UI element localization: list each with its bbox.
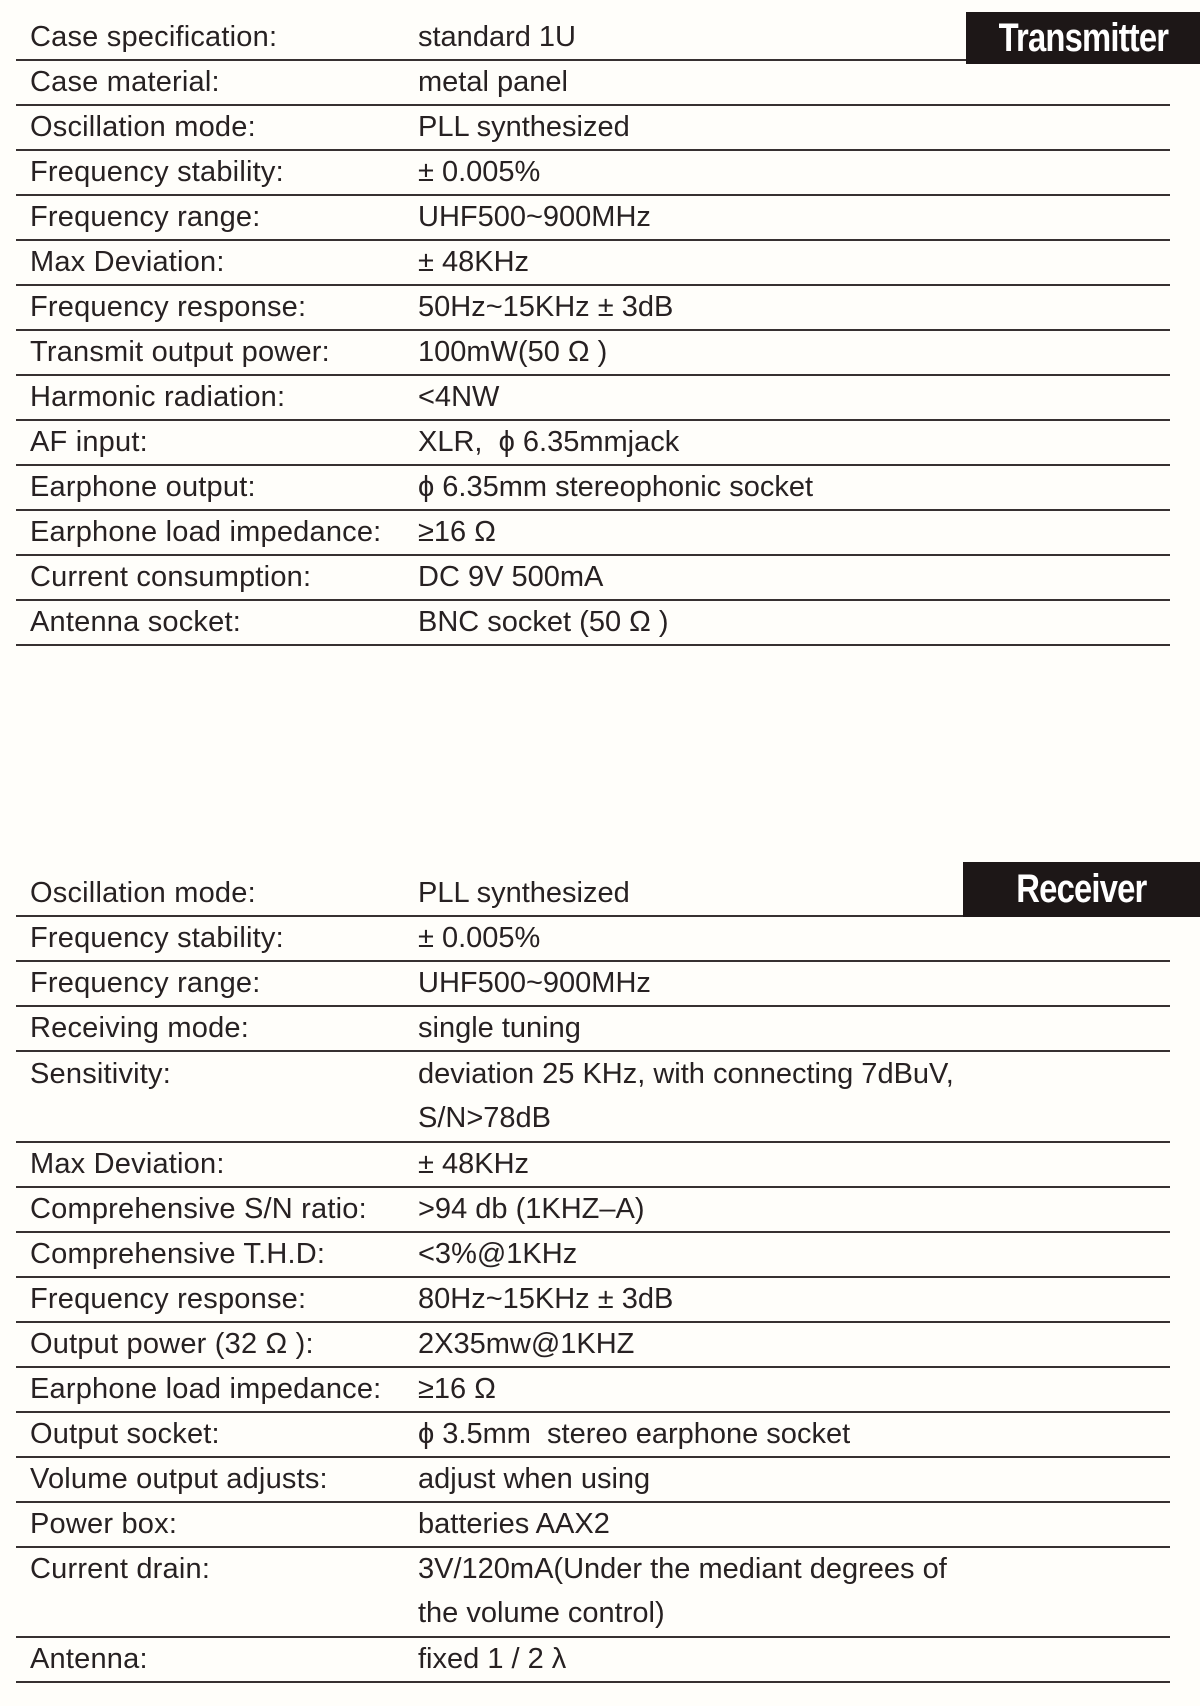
spec-row bbox=[0, 1548, 1200, 1637]
spec-row bbox=[0, 1007, 1200, 1050]
spec-label: Current consumption: bbox=[30, 561, 312, 593]
spec-value bbox=[418, 1638, 1200, 1681]
spec-row bbox=[0, 511, 1200, 554]
spec-value bbox=[418, 1188, 1200, 1231]
receiver-spec-table bbox=[0, 872, 1200, 1683]
spec-value bbox=[418, 1503, 1200, 1546]
row-separator bbox=[16, 644, 1170, 646]
spec-label: Earphone load impedance: bbox=[30, 1372, 382, 1405]
spec-label: Case specification: bbox=[30, 21, 278, 53]
spec-label: Earphone output: bbox=[30, 471, 256, 503]
spec-label: Frequency response: bbox=[30, 291, 307, 323]
spec-row bbox=[0, 1458, 1200, 1501]
spec-value-line: DC 9V 500mA bbox=[418, 561, 604, 593]
spec-row bbox=[0, 1278, 1200, 1321]
spec-label: Earphone load impedance: bbox=[30, 516, 382, 548]
spec-label: Comprehensive T.H.D: bbox=[30, 1237, 326, 1270]
spec-label: Frequency range: bbox=[30, 967, 261, 999]
spec-row bbox=[0, 556, 1200, 599]
spec-value-line: batteries AAX2 bbox=[418, 1507, 610, 1540]
spec-value bbox=[418, 151, 1200, 194]
spec-value-line: PLL synthesized bbox=[418, 111, 630, 143]
spec-row bbox=[0, 61, 1200, 104]
spec-value-line: XLR, ϕ 6.35mmjack bbox=[418, 426, 680, 458]
spec-value bbox=[418, 421, 1200, 464]
spec-value-line: <3%@1KHz bbox=[418, 1237, 578, 1270]
spec-row bbox=[0, 376, 1200, 419]
spec-value-line: 100mW(50 Ω ) bbox=[418, 336, 608, 368]
spec-row bbox=[0, 106, 1200, 149]
spec-label: Comprehensive S/N ratio: bbox=[30, 1192, 367, 1225]
spec-value bbox=[418, 1323, 1200, 1366]
spec-value-line: ± 48KHz bbox=[418, 1147, 530, 1180]
spec-value-line: ± 0.005% bbox=[418, 922, 541, 954]
spec-value bbox=[418, 1413, 1200, 1456]
spec-value-line: >94 db (1KHZ–A) bbox=[418, 1192, 645, 1225]
spec-row bbox=[0, 421, 1200, 464]
spec-value-line: 80Hz~15KHz ± 3dB bbox=[418, 1282, 674, 1315]
spec-value-line: single tuning bbox=[418, 1012, 581, 1044]
spec-value bbox=[418, 61, 1200, 104]
spec-row bbox=[0, 1413, 1200, 1456]
receiver-badge-label: Receiver bbox=[1016, 867, 1147, 911]
spec-label: Frequency response: bbox=[30, 1282, 307, 1315]
spec-value bbox=[418, 466, 1200, 509]
spec-value-line: ± 0.005% bbox=[418, 156, 541, 188]
spec-label: Output socket: bbox=[30, 1417, 220, 1450]
spec-value-line: 3V/120mA(Under the mediant degrees of bbox=[418, 1553, 947, 1586]
spec-row bbox=[0, 1638, 1200, 1681]
spec-value bbox=[418, 196, 1200, 239]
spec-row bbox=[0, 917, 1200, 960]
spec-value-line: 50Hz~15KHz ± 3dB bbox=[418, 291, 674, 323]
spec-label: AF input: bbox=[30, 426, 148, 458]
spec-row bbox=[0, 1052, 1200, 1141]
spec-value-line: adjust when using bbox=[418, 1462, 651, 1495]
spec-label: Frequency stability: bbox=[30, 922, 284, 954]
spec-label: Frequency stability: bbox=[30, 156, 284, 188]
spec-row bbox=[0, 286, 1200, 329]
spec-value-line: deviation 25 KHz, with connecting 7dBuV, bbox=[418, 1057, 954, 1090]
spec-value bbox=[418, 106, 1200, 149]
receiver-badge bbox=[963, 862, 1200, 917]
spec-value bbox=[418, 962, 1200, 1005]
spec-value-line: ± 48KHz bbox=[418, 246, 530, 278]
spec-value-line: metal panel bbox=[418, 66, 568, 98]
spec-value bbox=[418, 1548, 1200, 1637]
spec-value bbox=[418, 1368, 1200, 1411]
spec-value bbox=[418, 556, 1200, 599]
spec-value-line: standard 1U bbox=[418, 21, 576, 53]
spec-label: Volume output adjusts: bbox=[30, 1462, 328, 1495]
spec-value-line: S/N>78dB bbox=[418, 1101, 552, 1134]
spec-label: Output power (32 Ω ): bbox=[30, 1327, 314, 1360]
spec-label: Power box: bbox=[30, 1507, 178, 1540]
spec-row bbox=[0, 601, 1200, 644]
spec-value bbox=[418, 1458, 1200, 1501]
spec-value bbox=[418, 331, 1200, 374]
spec-value bbox=[418, 511, 1200, 554]
spec-label: Oscillation mode: bbox=[30, 877, 256, 909]
spec-value-line: ≥16 Ω bbox=[418, 516, 496, 548]
spec-label: Harmonic radiation: bbox=[30, 381, 286, 413]
spec-value-line: PLL synthesized bbox=[418, 877, 630, 909]
transmitter-badge-label: Transmitter bbox=[998, 15, 1168, 60]
row-separator bbox=[16, 1681, 1170, 1683]
spec-value bbox=[418, 376, 1200, 419]
spec-value bbox=[418, 241, 1200, 284]
spec-label: Receiving mode: bbox=[30, 1012, 249, 1044]
spec-value-line: ϕ 3.5mm stereo earphone socket bbox=[418, 1417, 851, 1450]
transmitter-badge bbox=[966, 12, 1200, 64]
transmitter-rows bbox=[0, 16, 1200, 646]
spec-value-line: 2X35mw@1KHZ bbox=[418, 1327, 635, 1360]
spec-value bbox=[418, 601, 1200, 644]
spec-value-line: the volume control) bbox=[418, 1597, 665, 1630]
receiver-rows bbox=[0, 872, 1200, 1683]
spec-value bbox=[418, 1143, 1200, 1186]
spec-value-line: UHF500~900MHz bbox=[418, 201, 651, 233]
spec-row bbox=[0, 466, 1200, 509]
spec-value bbox=[418, 917, 1200, 960]
spec-value bbox=[418, 286, 1200, 329]
spec-row bbox=[0, 1233, 1200, 1276]
spec-label: Antenna: bbox=[30, 1643, 148, 1675]
spec-value-line: BNC socket (50 Ω ) bbox=[418, 606, 669, 638]
spec-value-line: UHF500~900MHz bbox=[418, 967, 651, 999]
spec-label: Case material: bbox=[30, 66, 220, 98]
spec-label: Max Deviation: bbox=[30, 246, 225, 278]
spec-label: Current drain: bbox=[30, 1553, 211, 1586]
spec-row bbox=[0, 196, 1200, 239]
spec-row bbox=[0, 331, 1200, 374]
spec-row bbox=[0, 1143, 1200, 1186]
spec-row bbox=[0, 151, 1200, 194]
spec-value-line: fixed 1 / 2 λ bbox=[418, 1643, 567, 1675]
spec-row bbox=[0, 1323, 1200, 1366]
spec-label: Oscillation mode: bbox=[30, 111, 256, 143]
spec-row bbox=[0, 241, 1200, 284]
spec-row bbox=[0, 1188, 1200, 1231]
spec-label: Transmit output power: bbox=[30, 336, 330, 368]
spec-label: Frequency range: bbox=[30, 201, 261, 233]
spec-value bbox=[418, 1007, 1200, 1050]
spec-value-line: ≥16 Ω bbox=[418, 1372, 496, 1405]
spec-label: Max Deviation: bbox=[30, 1147, 225, 1180]
spec-row bbox=[0, 1368, 1200, 1411]
spec-row bbox=[0, 962, 1200, 1005]
spec-label: Sensitivity: bbox=[30, 1057, 171, 1090]
spec-value bbox=[418, 1233, 1200, 1276]
transmitter-spec-table bbox=[0, 16, 1200, 646]
spec-value-line: <4NW bbox=[418, 381, 500, 413]
spec-label: Antenna socket: bbox=[30, 606, 241, 638]
spec-value-line: ϕ 6.35mm stereophonic socket bbox=[418, 471, 814, 503]
spec-value bbox=[418, 1052, 1200, 1141]
spec-value bbox=[418, 1278, 1200, 1321]
spec-row bbox=[0, 1503, 1200, 1546]
